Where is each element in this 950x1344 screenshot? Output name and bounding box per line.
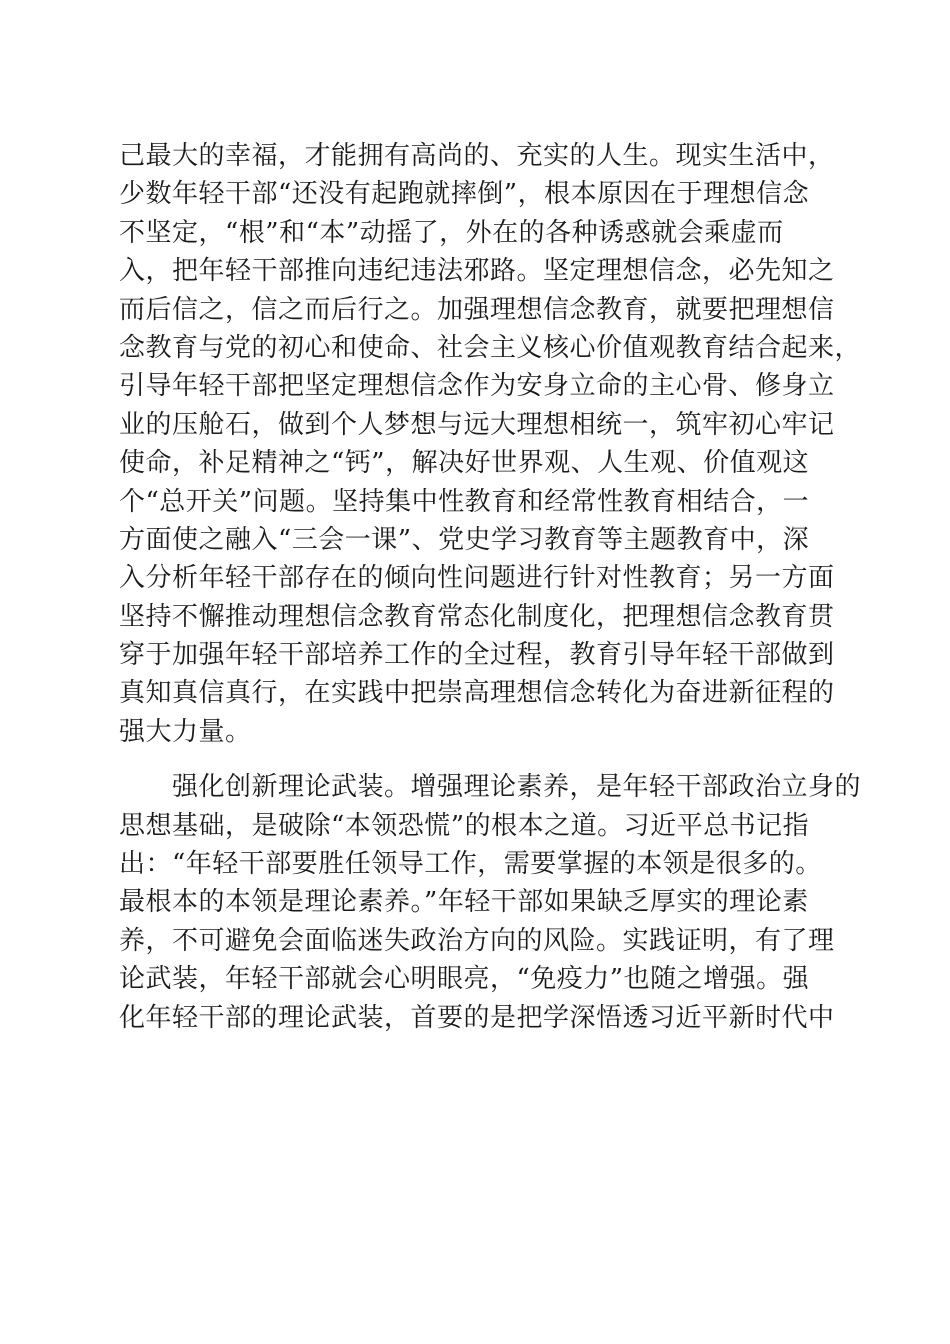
text-line: 强化创新理论武装。增强理论素养，是年轻干部政治立身的 (119, 772, 862, 803)
text-line: 念教育与党的初心和使命、社会主义核心价值观教育结合起来， (119, 332, 862, 363)
paragraph-gap (119, 751, 835, 768)
text-line: 强大力量。 (119, 716, 252, 747)
text-line: 出：“年轻干部要胜任领导工作，需要掌握的本领是很多的。 (119, 849, 822, 880)
text-line: 不坚定，“根”和“本”动摇了，外在的各种诱惑就会乘虚而 (119, 217, 784, 248)
text-line: 养，不可避免会面临迷失政治方向的风险。实践证明，有了理 (119, 925, 835, 956)
text-line: 使命，补足精神之“钙”，解决好世界观、人生观、价值观这 (119, 448, 810, 479)
text-line: 而后信之，信之而后行之。加强理想信念教育，就要把理想信 (119, 294, 835, 325)
text-line: 论武装，年轻干部就会心明眼亮，“免疫力”也随之增强。强 (119, 964, 810, 995)
text-line: 入分析年轻干部存在的倾向性问题进行针对性教育；另一方面 (119, 563, 835, 594)
text-line: 穿于加强年轻干部培养工作的全过程，教育引导年轻干部做到 (119, 640, 835, 671)
text-line: 少数年轻干部“还没有起跑就摔倒”，根本原因在于理想信念 (119, 179, 810, 210)
text-line: 坚持不懈推动理想信念教育常态化制度化，把理想信念教育贯 (119, 601, 835, 632)
text-line: 业的压舱石，做到个人梦想与远大理想相统一，筑牢初心牢记 (119, 409, 835, 440)
document-body (119, 137, 862, 1037)
paragraph-2 (119, 768, 862, 1037)
text-line: 化年轻干部的理论武装，首要的是把学深悟透习近平新时代中 (119, 1002, 835, 1033)
text-line: 方面使之融入“三会一课”、党史学习教育等主题教育中，深 (119, 524, 810, 555)
text-line: 真知真信真行，在实践中把崇高理想信念转化为奋进新征程的 (119, 678, 835, 709)
text-line: 己最大的幸福，才能拥有高尚的、充实的人生。现实生活中， (119, 141, 835, 171)
paragraph-1 (119, 137, 862, 751)
text-line: 引导年轻干部把坚定理想信念作为安身立命的主心骨、修身立 (119, 371, 835, 402)
text-line: 最根本的本领是理论素养。”年轻干部如果缺乏厚实的理论素 (119, 887, 809, 918)
text-line: 入，把年轻干部推向违纪违法邪路。坚定理想信念，必先知之 (119, 256, 835, 287)
text-line: 思想基础，是破除“本领恐慌”的根本之道。习近平总书记指 (119, 810, 810, 841)
text-line: 个“总开关”问题。坚持集中性教育和经常性教育相结合，一 (119, 486, 810, 517)
